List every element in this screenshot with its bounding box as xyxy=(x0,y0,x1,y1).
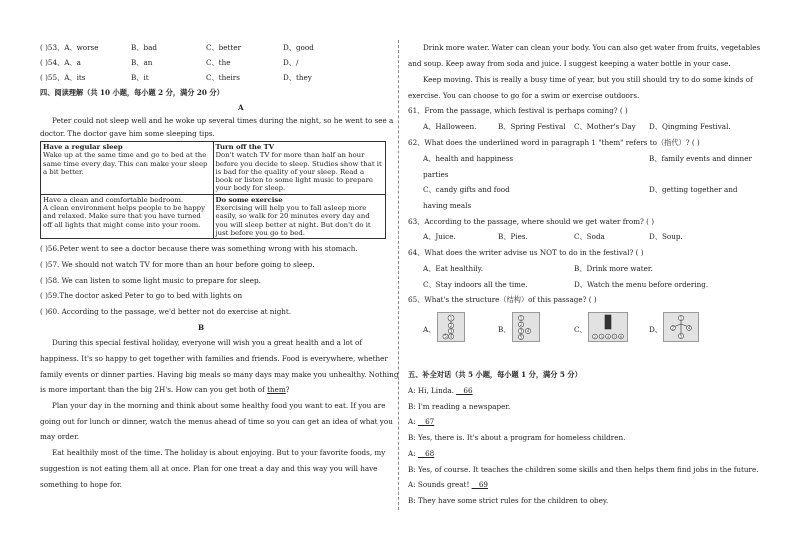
q64-option-a: A、Eat healthily. xyxy=(423,264,484,273)
question-60: ( )60. According to the passage, we'd better not do exercise at night. xyxy=(40,307,292,316)
section-4-heading: 四、阅读理解（共 10 小题，每小题 2 分，满分 20 分） xyxy=(40,88,224,97)
svg-text:5: 5 xyxy=(613,335,616,339)
passage-b-line: Drink more water. Water can clean your body. You can also get water from fruits, vegetables xyxy=(423,43,761,52)
passage-a-label: A xyxy=(238,103,244,112)
dialogue-line xyxy=(408,450,434,458)
structure-diagram-d xyxy=(663,312,699,342)
svg-text:1: 1 xyxy=(449,315,453,321)
dialogue-text: A: xyxy=(408,417,418,426)
structure-diagram-c xyxy=(588,312,628,342)
dialogue-line: B: Yes, there is. It's about a program for homeless children. xyxy=(408,433,626,442)
svg-text:3: 3 xyxy=(449,328,453,334)
dialogue-text: A: Hi, Linda. xyxy=(408,386,457,395)
q63-option-a: A、Juice. xyxy=(423,232,456,241)
section-5-heading: 五、补全对话（共 5 小题，每小题 1 分，满分 5 分） xyxy=(408,370,582,379)
passage-b-line: exercise. You can choose to go for a swim or exercise outdoors. xyxy=(408,91,640,100)
q64-option-b: B、Drink more water. xyxy=(574,264,653,273)
tip-body: Don't watch TV for more than half an hour before you decide to sleep. Studies show that it is bad for the quality of your sleep. Read a book or listen to some light music to prepare your body for sleep. xyxy=(215,151,382,193)
tip-title: Have a clean and comfortable bedroom. xyxy=(43,195,184,204)
question-62: 62、What does the underlined word in paragraph 1 "them" refers to（指代）? ( ) xyxy=(408,138,700,147)
question-57: ( )57. We should not watch TV for more than an hour before going to sleep. xyxy=(40,260,315,269)
dialogue-line: B: I'm reading a newspaper. xyxy=(408,402,511,411)
question-56: ( )56.Peter went to see a doctor because there was something wrong with his stomach. xyxy=(40,244,358,253)
dialogue-line xyxy=(408,418,434,426)
tip-title: Do some exercise xyxy=(215,195,283,204)
q53-option-b: B、bad xyxy=(131,43,157,52)
tip-cell xyxy=(213,194,386,238)
q65-option-b: B、 xyxy=(498,325,511,334)
q62-option-c: C、candy gifts and food xyxy=(423,185,510,194)
q55-option-b: B、it xyxy=(131,73,149,82)
dialogue-line xyxy=(408,481,488,489)
q61-option-b: B、Spring Festival xyxy=(498,122,566,131)
tip-body: Exercising will help you to fall asleep more easily, so walk for 20 minutes every day and you will sleep better at night. But don't do it just before you go to bed. xyxy=(215,203,371,237)
q62-option-d: D、getting together and xyxy=(649,185,738,194)
passage-b-label: B xyxy=(198,323,205,332)
tip-cell xyxy=(41,142,214,195)
q62-option-a: A、health and happiness xyxy=(423,154,514,163)
structure-a-icon xyxy=(438,313,464,341)
svg-text:4: 4 xyxy=(606,335,610,339)
q54-stem: ( )54、A、a xyxy=(40,58,81,67)
question-63: 63、According to the passage, where should we get water from? ( ) xyxy=(408,217,655,226)
svg-text:6: 6 xyxy=(619,335,623,339)
question-58: ( )58. We can listen to some light music to prepare for sleep. xyxy=(40,276,261,285)
tip-body: A clean environment helps people to be happy and relaxed. Make sure that you have turned off all lights that might come into your room. xyxy=(43,203,205,229)
q65-option-d: D、 xyxy=(649,325,662,334)
svg-text:4: 4 xyxy=(687,325,691,331)
passage-b-text: ? xyxy=(285,385,290,394)
passage-b-line: family events or dinner parties. Having big meals so many days may make you unhealthy. Nothing xyxy=(40,370,399,379)
q61-option-d: D、Qingming Festival. xyxy=(649,122,731,131)
svg-text:4: 4 xyxy=(449,334,453,339)
passage-b-line: happiness. It's so happy to get together with families and friends. Food is everywhere, whether xyxy=(40,354,388,363)
dialogue-line: B: Yes, of course. It teaches the children some skills and then helps them find jobs in the future. xyxy=(408,465,759,474)
q55-stem: ( )55、A、its xyxy=(40,73,86,82)
q63-option-c: C、Soda xyxy=(574,232,605,241)
sleeping-tips-table xyxy=(40,141,386,239)
svg-text:3: 3 xyxy=(519,328,523,334)
svg-text:5: 5 xyxy=(519,334,523,340)
underlined-word-them: them xyxy=(267,385,286,394)
svg-text:4: 4 xyxy=(526,328,530,334)
q53-option-d: D、good xyxy=(283,43,314,52)
dialogue-line xyxy=(408,387,473,395)
passage-b-line: suggestion is not eating them all at once. Plan for one treat a day and this way you will have xyxy=(40,464,378,473)
q61-option-c: C、Mother's Day xyxy=(574,122,636,131)
structure-d-icon xyxy=(664,313,698,341)
passage-b-line: may order. xyxy=(40,432,79,441)
tip-cell xyxy=(41,194,214,238)
tip-title: Turn off the TV xyxy=(215,143,275,151)
q62-option-b-cont: parties xyxy=(423,170,449,179)
passage-a-line: Peter could not sleep well and he woke up several times during the night, so he went to see a xyxy=(52,116,394,125)
q64-option-c: C、Stay indoors all the time. xyxy=(423,280,528,289)
passage-a-line: doctor. The doctor gave him some sleeping tips. xyxy=(40,129,215,138)
structure-c-icon xyxy=(589,313,627,341)
tip-cell xyxy=(213,142,386,195)
question-64: 64、What does the writer advise us NOT to do in the festival? ( ) xyxy=(408,248,644,257)
svg-text:1: 1 xyxy=(679,315,683,321)
passage-b-line xyxy=(40,386,290,394)
q54-option-d: D、/ xyxy=(283,58,299,67)
structure-b-icon xyxy=(513,313,539,341)
q63-option-d: D、Soup. xyxy=(649,232,683,241)
dialogue-line: B: They have some strict rules for the children to obey. xyxy=(408,496,609,505)
svg-text:2: 2 xyxy=(593,335,597,339)
blank-67[interactable]: __67 xyxy=(417,417,435,426)
passage-b-line: Eat healthily most of the time. The holiday is about enjoying. But to your favorite foods, my xyxy=(52,448,386,457)
q55-option-d: D、they xyxy=(283,73,312,82)
q64-option-d: D、Watch the menu before ordering. xyxy=(574,280,709,289)
q54-option-b: B、an xyxy=(131,58,153,67)
q55-option-c: C、theirs xyxy=(206,73,240,82)
svg-text:2: 2 xyxy=(449,323,453,328)
q62-option-b: B、family events and dinner xyxy=(649,154,752,163)
q62-option-d-cont: having meals xyxy=(423,201,472,210)
tip-title: Have a regular sleep xyxy=(43,143,123,151)
question-65: 65、What's the structure（结构）of this passage? ( ) xyxy=(408,295,597,304)
svg-text:2: 2 xyxy=(671,325,675,331)
q65-option-c: C、 xyxy=(574,325,587,334)
q63-option-b: B、Pies. xyxy=(498,232,528,241)
svg-text:5: 5 xyxy=(679,333,683,339)
blank-66[interactable]: __66 xyxy=(456,386,473,395)
svg-text:2: 2 xyxy=(519,322,523,327)
q54-option-c: C、the xyxy=(206,58,231,67)
structure-diagram-b xyxy=(512,312,540,342)
column-divider xyxy=(398,40,399,510)
passage-b-line: going out for lunch or dinner, watch the menus ahead of time so you can get an idea of what you xyxy=(40,417,393,426)
question-59: ( )59.The doctor asked Peter to go to bed with lights on xyxy=(40,291,243,300)
dialogue-text: A: Sounds great! xyxy=(408,480,472,489)
passage-b-line: something to hope for. xyxy=(40,480,122,489)
tip-body: Wake up at the same time and go to bed at the same time every day. This can make your sleep a bit better. xyxy=(43,151,208,176)
passage-b-line: Plan your day in the morning and think about some healthy food you want to eat. If you are xyxy=(52,401,386,410)
structure-diagram-a xyxy=(437,312,465,342)
q65-option-a: A、 xyxy=(423,325,436,334)
blank-68[interactable]: __68 xyxy=(417,449,435,458)
q61-option-a: A、Halloween. xyxy=(423,122,477,131)
passage-b-text: is more important than the big 2H's. How can you get both of xyxy=(40,385,268,394)
svg-text:1: 1 xyxy=(519,315,523,321)
question-61: 61、From the passage, which festival is perhaps coming? ( ) xyxy=(408,106,628,115)
dialogue-text: A: xyxy=(408,449,418,458)
passage-b-line: and soup. Keep away from soda and juice. I suggest keeping a water bottle in your case. xyxy=(408,59,731,68)
passage-b-line: Keep moving. This is really a busy time of year, but you still should try to do some kinds of xyxy=(423,75,753,84)
svg-text:5: 5 xyxy=(444,334,447,339)
svg-text:3: 3 xyxy=(600,335,603,339)
passage-b-line: During this special festival holiday, everyone will wish you a great health and a lot of xyxy=(52,338,362,347)
q53-stem: ( )53、A、worse xyxy=(40,43,99,52)
q53-option-c: C、better xyxy=(206,43,242,52)
blank-69[interactable]: __69 xyxy=(471,480,488,489)
